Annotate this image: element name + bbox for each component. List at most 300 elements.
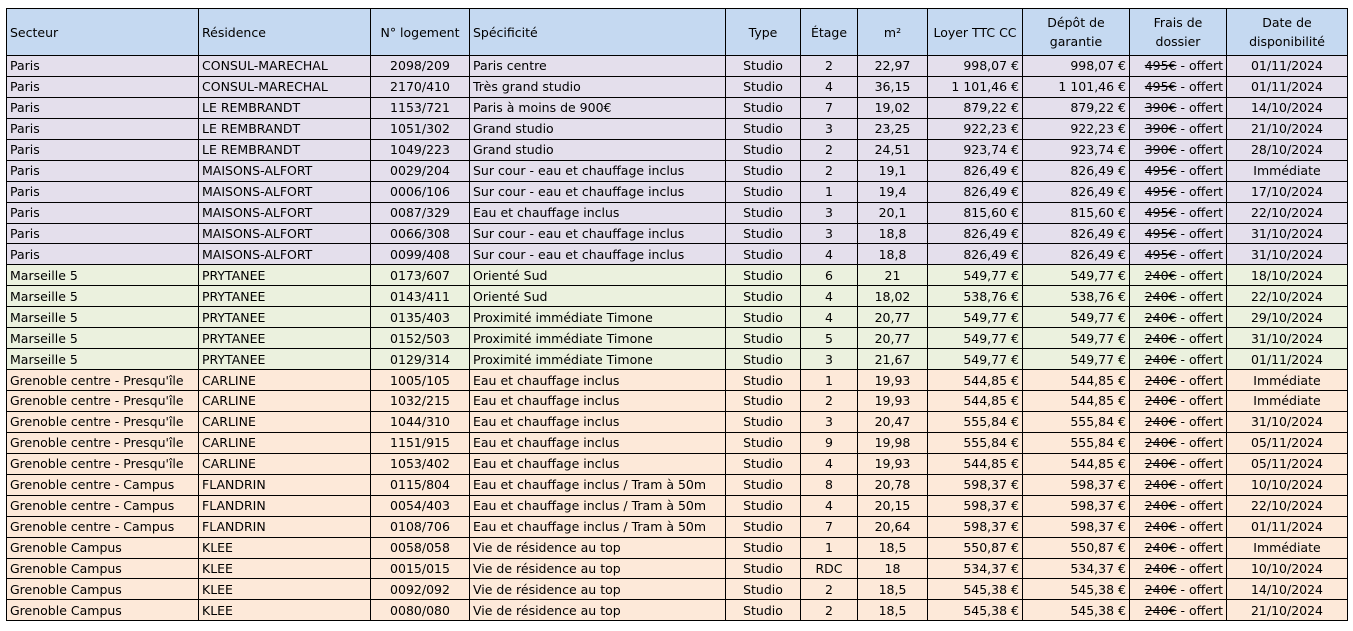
cell-etage: 1 (801, 370, 858, 391)
cell-residence: CARLINE (199, 370, 371, 391)
cell-type: Studio (726, 411, 801, 432)
cell-m2: 20,1 (858, 202, 928, 223)
cell-frais (1130, 76, 1227, 97)
cell-residence: FLANDRIN (199, 495, 371, 516)
cell-residence: PRYTANEE (199, 349, 371, 370)
cell-frais (1130, 349, 1227, 370)
old-fee: 240€ (1144, 414, 1177, 430)
cell-secteur: Grenoble Campus (7, 579, 199, 600)
cell-date: 21/10/2024 (1227, 600, 1348, 621)
cell-depot: 545,38 € (1023, 600, 1130, 621)
cell-secteur: Grenoble Campus (7, 537, 199, 558)
cell-residence: LE REMBRANDT (199, 97, 371, 118)
cell-specificite: Grand studio (470, 118, 726, 139)
cell-residence: PRYTANEE (199, 307, 371, 328)
cell-type: Studio (726, 474, 801, 495)
old-fee: 495€ (1144, 163, 1177, 179)
cell-residence: FLANDRIN (199, 474, 371, 495)
cell-secteur: Grenoble Campus (7, 558, 199, 579)
cell-type: Studio (726, 579, 801, 600)
table-row (7, 600, 1348, 621)
cell-secteur: Paris (7, 97, 199, 118)
cell-frais (1130, 286, 1227, 307)
cell-loyer: 923,74 € (928, 139, 1023, 160)
cell-depot: 538,76 € (1023, 286, 1130, 307)
cell-m2: 20,77 (858, 307, 928, 328)
cell-type: Studio (726, 139, 801, 160)
cell-loyer: 826,49 € (928, 223, 1023, 244)
cell-secteur: Grenoble Campus (7, 600, 199, 621)
cell-loyer: 598,37 € (928, 495, 1023, 516)
cell-type: Studio (726, 349, 801, 370)
cell-secteur: Paris (7, 76, 199, 97)
cell-secteur: Grenoble centre - Campus (7, 516, 199, 537)
table-row (7, 307, 1348, 328)
cell-depot: 826,49 € (1023, 244, 1130, 265)
cell-loyer: 550,87 € (928, 537, 1023, 558)
cell-etage: 3 (801, 411, 858, 432)
cell-date: 14/10/2024 (1227, 579, 1348, 600)
cell-depot: 555,84 € (1023, 432, 1130, 453)
cell-specificite: Orienté Sud (470, 265, 726, 286)
cell-residence: MAISONS-ALFORT (199, 181, 371, 202)
table-row (7, 202, 1348, 223)
cell-depot: 549,77 € (1023, 328, 1130, 349)
cell-specificite: Sur cour - eau et chauffage inclus (470, 223, 726, 244)
fee-offered: - offert (1176, 456, 1223, 472)
cell-specificite: Eau et chauffage inclus (470, 202, 726, 223)
cell-residence: CARLINE (199, 453, 371, 474)
cell-residence: MAISONS-ALFORT (199, 160, 371, 181)
table-row (7, 223, 1348, 244)
cell-depot: 534,37 € (1023, 558, 1130, 579)
cell-residence: KLEE (199, 600, 371, 621)
cell-etage: 2 (801, 56, 858, 77)
table-row (7, 181, 1348, 202)
cell-m2: 19,02 (858, 97, 928, 118)
cell-secteur: Grenoble centre - Campus (7, 495, 199, 516)
cell-frais (1130, 432, 1227, 453)
cell-frais (1130, 579, 1227, 600)
cell-logement: 2098/209 (371, 56, 470, 77)
cell-m2: 20,64 (858, 516, 928, 537)
cell-secteur: Grenoble centre - Campus (7, 474, 199, 495)
cell-residence: MAISONS-ALFORT (199, 223, 371, 244)
cell-specificite: Vie de résidence au top (470, 600, 726, 621)
cell-frais (1130, 139, 1227, 160)
cell-loyer: 922,23 € (928, 118, 1023, 139)
old-fee: 390€ (1144, 121, 1177, 137)
cell-depot: 598,37 € (1023, 474, 1130, 495)
table-row (7, 56, 1348, 77)
cell-loyer: 544,85 € (928, 370, 1023, 391)
cell-etage: 4 (801, 244, 858, 265)
table-row (7, 579, 1348, 600)
table-row (7, 558, 1348, 579)
cell-specificite: Vie de résidence au top (470, 537, 726, 558)
cell-logement: 0135/403 (371, 307, 470, 328)
cell-logement: 0029/204 (371, 160, 470, 181)
cell-m2: 18,8 (858, 244, 928, 265)
old-fee: 390€ (1144, 142, 1177, 158)
cell-type: Studio (726, 370, 801, 391)
cell-residence: KLEE (199, 579, 371, 600)
cell-depot: 922,23 € (1023, 118, 1130, 139)
cell-m2: 19,98 (858, 432, 928, 453)
cell-etage: 3 (801, 118, 858, 139)
cell-logement: 1044/310 (371, 411, 470, 432)
header-row (7, 9, 1348, 56)
old-fee: 240€ (1144, 581, 1177, 597)
header-residence: Résidence (199, 9, 371, 56)
cell-secteur: Paris (7, 118, 199, 139)
cell-loyer: 826,49 € (928, 160, 1023, 181)
cell-secteur: Marseille 5 (7, 265, 199, 286)
cell-date: 31/10/2024 (1227, 328, 1348, 349)
cell-secteur: Paris (7, 181, 199, 202)
cell-logement: 0152/503 (371, 328, 470, 349)
cell-loyer: 998,07 € (928, 56, 1023, 77)
cell-frais (1130, 118, 1227, 139)
header-loyer: Loyer TTC CC (928, 9, 1023, 56)
fee-offered: - offert (1176, 435, 1223, 451)
cell-specificite: Vie de résidence au top (470, 579, 726, 600)
cell-depot: 550,87 € (1023, 537, 1130, 558)
cell-specificite: Eau et chauffage inclus / Tram à 50m (470, 474, 726, 495)
cell-secteur: Paris (7, 223, 199, 244)
cell-type: Studio (726, 202, 801, 223)
cell-etage: 2 (801, 579, 858, 600)
table-row (7, 349, 1348, 370)
old-fee: 495€ (1144, 225, 1177, 241)
fee-offered: - offert (1176, 205, 1223, 221)
fee-offered: - offert (1176, 414, 1223, 430)
cell-residence: LE REMBRANDT (199, 118, 371, 139)
fee-offered: - offert (1176, 246, 1223, 262)
cell-logement: 1049/223 (371, 139, 470, 160)
cell-logement: 2170/410 (371, 76, 470, 97)
cell-specificite: Paris à moins de 900€ (470, 97, 726, 118)
cell-date: 01/11/2024 (1227, 56, 1348, 77)
fee-offered: - offert (1176, 477, 1223, 493)
cell-etage: 3 (801, 349, 858, 370)
header-type: Type (726, 9, 801, 56)
fee-offered: - offert (1176, 330, 1223, 346)
cell-loyer: 544,85 € (928, 453, 1023, 474)
cell-frais (1130, 181, 1227, 202)
cell-loyer: 1 101,46 € (928, 76, 1023, 97)
cell-secteur: Marseille 5 (7, 307, 199, 328)
old-fee: 495€ (1144, 58, 1177, 74)
header-etage: Étage (801, 9, 858, 56)
table-row (7, 76, 1348, 97)
cell-date: Immédiate (1227, 160, 1348, 181)
cell-secteur: Paris (7, 139, 199, 160)
cell-m2: 18,5 (858, 579, 928, 600)
cell-depot: 598,37 € (1023, 516, 1130, 537)
table-row (7, 328, 1348, 349)
cell-type: Studio (726, 181, 801, 202)
old-fee: 495€ (1144, 205, 1177, 221)
table-row (7, 411, 1348, 432)
cell-residence: PRYTANEE (199, 265, 371, 286)
cell-logement: 0080/080 (371, 600, 470, 621)
fee-offered: - offert (1176, 372, 1223, 388)
cell-m2: 24,51 (858, 139, 928, 160)
cell-m2: 23,25 (858, 118, 928, 139)
cell-etage: 2 (801, 391, 858, 412)
cell-logement: 1153/721 (371, 97, 470, 118)
cell-date: 01/11/2024 (1227, 516, 1348, 537)
cell-specificite: Vie de résidence au top (470, 558, 726, 579)
cell-etage: 2 (801, 160, 858, 181)
cell-frais (1130, 516, 1227, 537)
cell-type: Studio (726, 160, 801, 181)
cell-specificite: Eau et chauffage inclus (470, 391, 726, 412)
fee-offered: - offert (1176, 100, 1223, 116)
cell-specificite: Eau et chauffage inclus (470, 370, 726, 391)
cell-frais (1130, 328, 1227, 349)
cell-logement: 1151/915 (371, 432, 470, 453)
cell-type: Studio (726, 391, 801, 412)
cell-frais (1130, 223, 1227, 244)
table-row (7, 453, 1348, 474)
cell-etage: 3 (801, 202, 858, 223)
cell-date: 01/11/2024 (1227, 349, 1348, 370)
cell-etage: 4 (801, 307, 858, 328)
old-fee: 240€ (1144, 498, 1177, 514)
header-date: Date de disponibilité (1227, 9, 1348, 56)
cell-logement: 0115/804 (371, 474, 470, 495)
cell-date: 14/10/2024 (1227, 97, 1348, 118)
cell-date: 31/10/2024 (1227, 223, 1348, 244)
cell-secteur: Grenoble centre - Presqu'île (7, 370, 199, 391)
cell-etage: 4 (801, 453, 858, 474)
cell-loyer: 879,22 € (928, 97, 1023, 118)
cell-m2: 18,02 (858, 286, 928, 307)
cell-depot: 815,60 € (1023, 202, 1130, 223)
table-row (7, 391, 1348, 412)
fee-offered: - offert (1176, 121, 1223, 137)
cell-logement: 0143/411 (371, 286, 470, 307)
cell-specificite: Eau et chauffage inclus (470, 453, 726, 474)
cell-specificite: Sur cour - eau et chauffage inclus (470, 160, 726, 181)
cell-type: Studio (726, 307, 801, 328)
cell-depot: 549,77 € (1023, 307, 1130, 328)
cell-secteur: Paris (7, 160, 199, 181)
cell-depot: 555,84 € (1023, 411, 1130, 432)
cell-date: 22/10/2024 (1227, 495, 1348, 516)
cell-residence: FLANDRIN (199, 516, 371, 537)
old-fee: 240€ (1144, 602, 1177, 618)
cell-loyer: 598,37 € (928, 516, 1023, 537)
cell-secteur: Grenoble centre - Presqu'île (7, 411, 199, 432)
cell-specificite: Orienté Sud (470, 286, 726, 307)
cell-m2: 22,97 (858, 56, 928, 77)
table-row (7, 474, 1348, 495)
fee-offered: - offert (1176, 519, 1223, 535)
table-row (7, 97, 1348, 118)
fee-offered: - offert (1176, 58, 1223, 74)
cell-loyer: 544,85 € (928, 391, 1023, 412)
cell-m2: 19,93 (858, 370, 928, 391)
cell-loyer: 549,77 € (928, 307, 1023, 328)
cell-logement: 0015/015 (371, 558, 470, 579)
cell-logement: 0066/308 (371, 223, 470, 244)
cell-type: Studio (726, 244, 801, 265)
cell-type: Studio (726, 495, 801, 516)
cell-date: 31/10/2024 (1227, 411, 1348, 432)
cell-logement: 0092/092 (371, 579, 470, 600)
cell-logement: 1053/402 (371, 453, 470, 474)
cell-frais (1130, 202, 1227, 223)
fee-offered: - offert (1176, 267, 1223, 283)
cell-etage: 4 (801, 76, 858, 97)
table-row (7, 537, 1348, 558)
cell-date: 21/10/2024 (1227, 118, 1348, 139)
cell-type: Studio (726, 432, 801, 453)
cell-etage: 2 (801, 139, 858, 160)
cell-depot: 544,85 € (1023, 370, 1130, 391)
cell-logement: 1005/105 (371, 370, 470, 391)
cell-m2: 18 (858, 558, 928, 579)
cell-logement: 0173/607 (371, 265, 470, 286)
cell-type: Studio (726, 537, 801, 558)
cell-specificite: Proximité immédiate Timone (470, 328, 726, 349)
cell-frais (1130, 474, 1227, 495)
table-row (7, 516, 1348, 537)
cell-m2: 36,15 (858, 76, 928, 97)
cell-loyer: 545,38 € (928, 579, 1023, 600)
old-fee: 240€ (1144, 330, 1177, 346)
cell-date: 31/10/2024 (1227, 244, 1348, 265)
cell-logement: 0099/408 (371, 244, 470, 265)
cell-type: Studio (726, 56, 801, 77)
cell-m2: 20,47 (858, 411, 928, 432)
old-fee: 240€ (1144, 519, 1177, 535)
cell-loyer: 826,49 € (928, 181, 1023, 202)
fee-offered: - offert (1176, 288, 1223, 304)
fee-offered: - offert (1176, 498, 1223, 514)
cell-etage: 3 (801, 223, 858, 244)
table-row (7, 265, 1348, 286)
table-row (7, 244, 1348, 265)
old-fee: 240€ (1144, 267, 1177, 283)
old-fee: 240€ (1144, 372, 1177, 388)
cell-secteur: Marseille 5 (7, 349, 199, 370)
cell-loyer: 545,38 € (928, 600, 1023, 621)
cell-date: 18/10/2024 (1227, 265, 1348, 286)
table-row (7, 432, 1348, 453)
cell-date: 28/10/2024 (1227, 139, 1348, 160)
old-fee: 240€ (1144, 393, 1177, 409)
table-row (7, 118, 1348, 139)
cell-residence: CARLINE (199, 411, 371, 432)
cell-loyer: 815,60 € (928, 202, 1023, 223)
cell-etage: 6 (801, 265, 858, 286)
fee-offered: - offert (1176, 351, 1223, 367)
cell-frais (1130, 453, 1227, 474)
old-fee: 495€ (1144, 184, 1177, 200)
table-row (7, 286, 1348, 307)
fee-offered: - offert (1176, 581, 1223, 597)
cell-secteur: Grenoble centre - Presqu'île (7, 432, 199, 453)
cell-depot: 545,38 € (1023, 579, 1130, 600)
cell-specificite: Eau et chauffage inclus / Tram à 50m (470, 495, 726, 516)
header-specificite: Spécificité (470, 9, 726, 56)
cell-residence: CONSUL-MARECHAL (199, 76, 371, 97)
cell-loyer: 538,76 € (928, 286, 1023, 307)
table-row (7, 370, 1348, 391)
cell-depot: 549,77 € (1023, 349, 1130, 370)
cell-etage: 2 (801, 600, 858, 621)
cell-specificite: Proximité immédiate Timone (470, 349, 726, 370)
cell-logement: 0058/058 (371, 537, 470, 558)
fee-offered: - offert (1176, 79, 1223, 95)
cell-m2: 18,5 (858, 537, 928, 558)
cell-frais (1130, 558, 1227, 579)
cell-date: 22/10/2024 (1227, 286, 1348, 307)
old-fee: 240€ (1144, 288, 1177, 304)
fee-offered: - offert (1176, 560, 1223, 576)
cell-etage: 5 (801, 328, 858, 349)
cell-logement: 0108/706 (371, 516, 470, 537)
cell-m2: 19,1 (858, 160, 928, 181)
cell-type: Studio (726, 97, 801, 118)
cell-secteur: Marseille 5 (7, 328, 199, 349)
cell-depot: 549,77 € (1023, 265, 1130, 286)
cell-type: Studio (726, 76, 801, 97)
table-row (7, 495, 1348, 516)
cell-depot: 598,37 € (1023, 495, 1130, 516)
cell-depot: 544,85 € (1023, 391, 1130, 412)
cell-secteur: Grenoble centre - Presqu'île (7, 453, 199, 474)
cell-loyer: 826,49 € (928, 244, 1023, 265)
cell-type: Studio (726, 328, 801, 349)
cell-loyer: 549,77 € (928, 328, 1023, 349)
header-secteur: Secteur (7, 9, 199, 56)
fee-offered: - offert (1176, 225, 1223, 241)
cell-loyer: 555,84 € (928, 411, 1023, 432)
fee-offered: - offert (1176, 309, 1223, 325)
cell-loyer: 549,77 € (928, 265, 1023, 286)
cell-specificite: Eau et chauffage inclus (470, 432, 726, 453)
header-logement: N° logement (371, 9, 470, 56)
header-m2: m² (858, 9, 928, 56)
cell-depot: 923,74 € (1023, 139, 1130, 160)
cell-m2: 20,77 (858, 328, 928, 349)
cell-date: 29/10/2024 (1227, 307, 1348, 328)
cell-m2: 19,4 (858, 181, 928, 202)
cell-specificite: Sur cour - eau et chauffage inclus (470, 244, 726, 265)
cell-specificite: Eau et chauffage inclus (470, 411, 726, 432)
cell-specificite: Eau et chauffage inclus / Tram à 50m (470, 516, 726, 537)
cell-secteur: Paris (7, 202, 199, 223)
cell-etage: 4 (801, 495, 858, 516)
cell-frais (1130, 600, 1227, 621)
cell-residence: CARLINE (199, 391, 371, 412)
cell-etage: 9 (801, 432, 858, 453)
cell-m2: 18,5 (858, 600, 928, 621)
old-fee: 240€ (1144, 560, 1177, 576)
cell-logement: 1051/302 (371, 118, 470, 139)
cell-depot: 826,49 € (1023, 181, 1130, 202)
cell-residence: LE REMBRANDT (199, 139, 371, 160)
cell-residence: MAISONS-ALFORT (199, 202, 371, 223)
old-fee: 390€ (1144, 100, 1177, 116)
cell-depot: 879,22 € (1023, 97, 1130, 118)
cell-date: 01/11/2024 (1227, 76, 1348, 97)
